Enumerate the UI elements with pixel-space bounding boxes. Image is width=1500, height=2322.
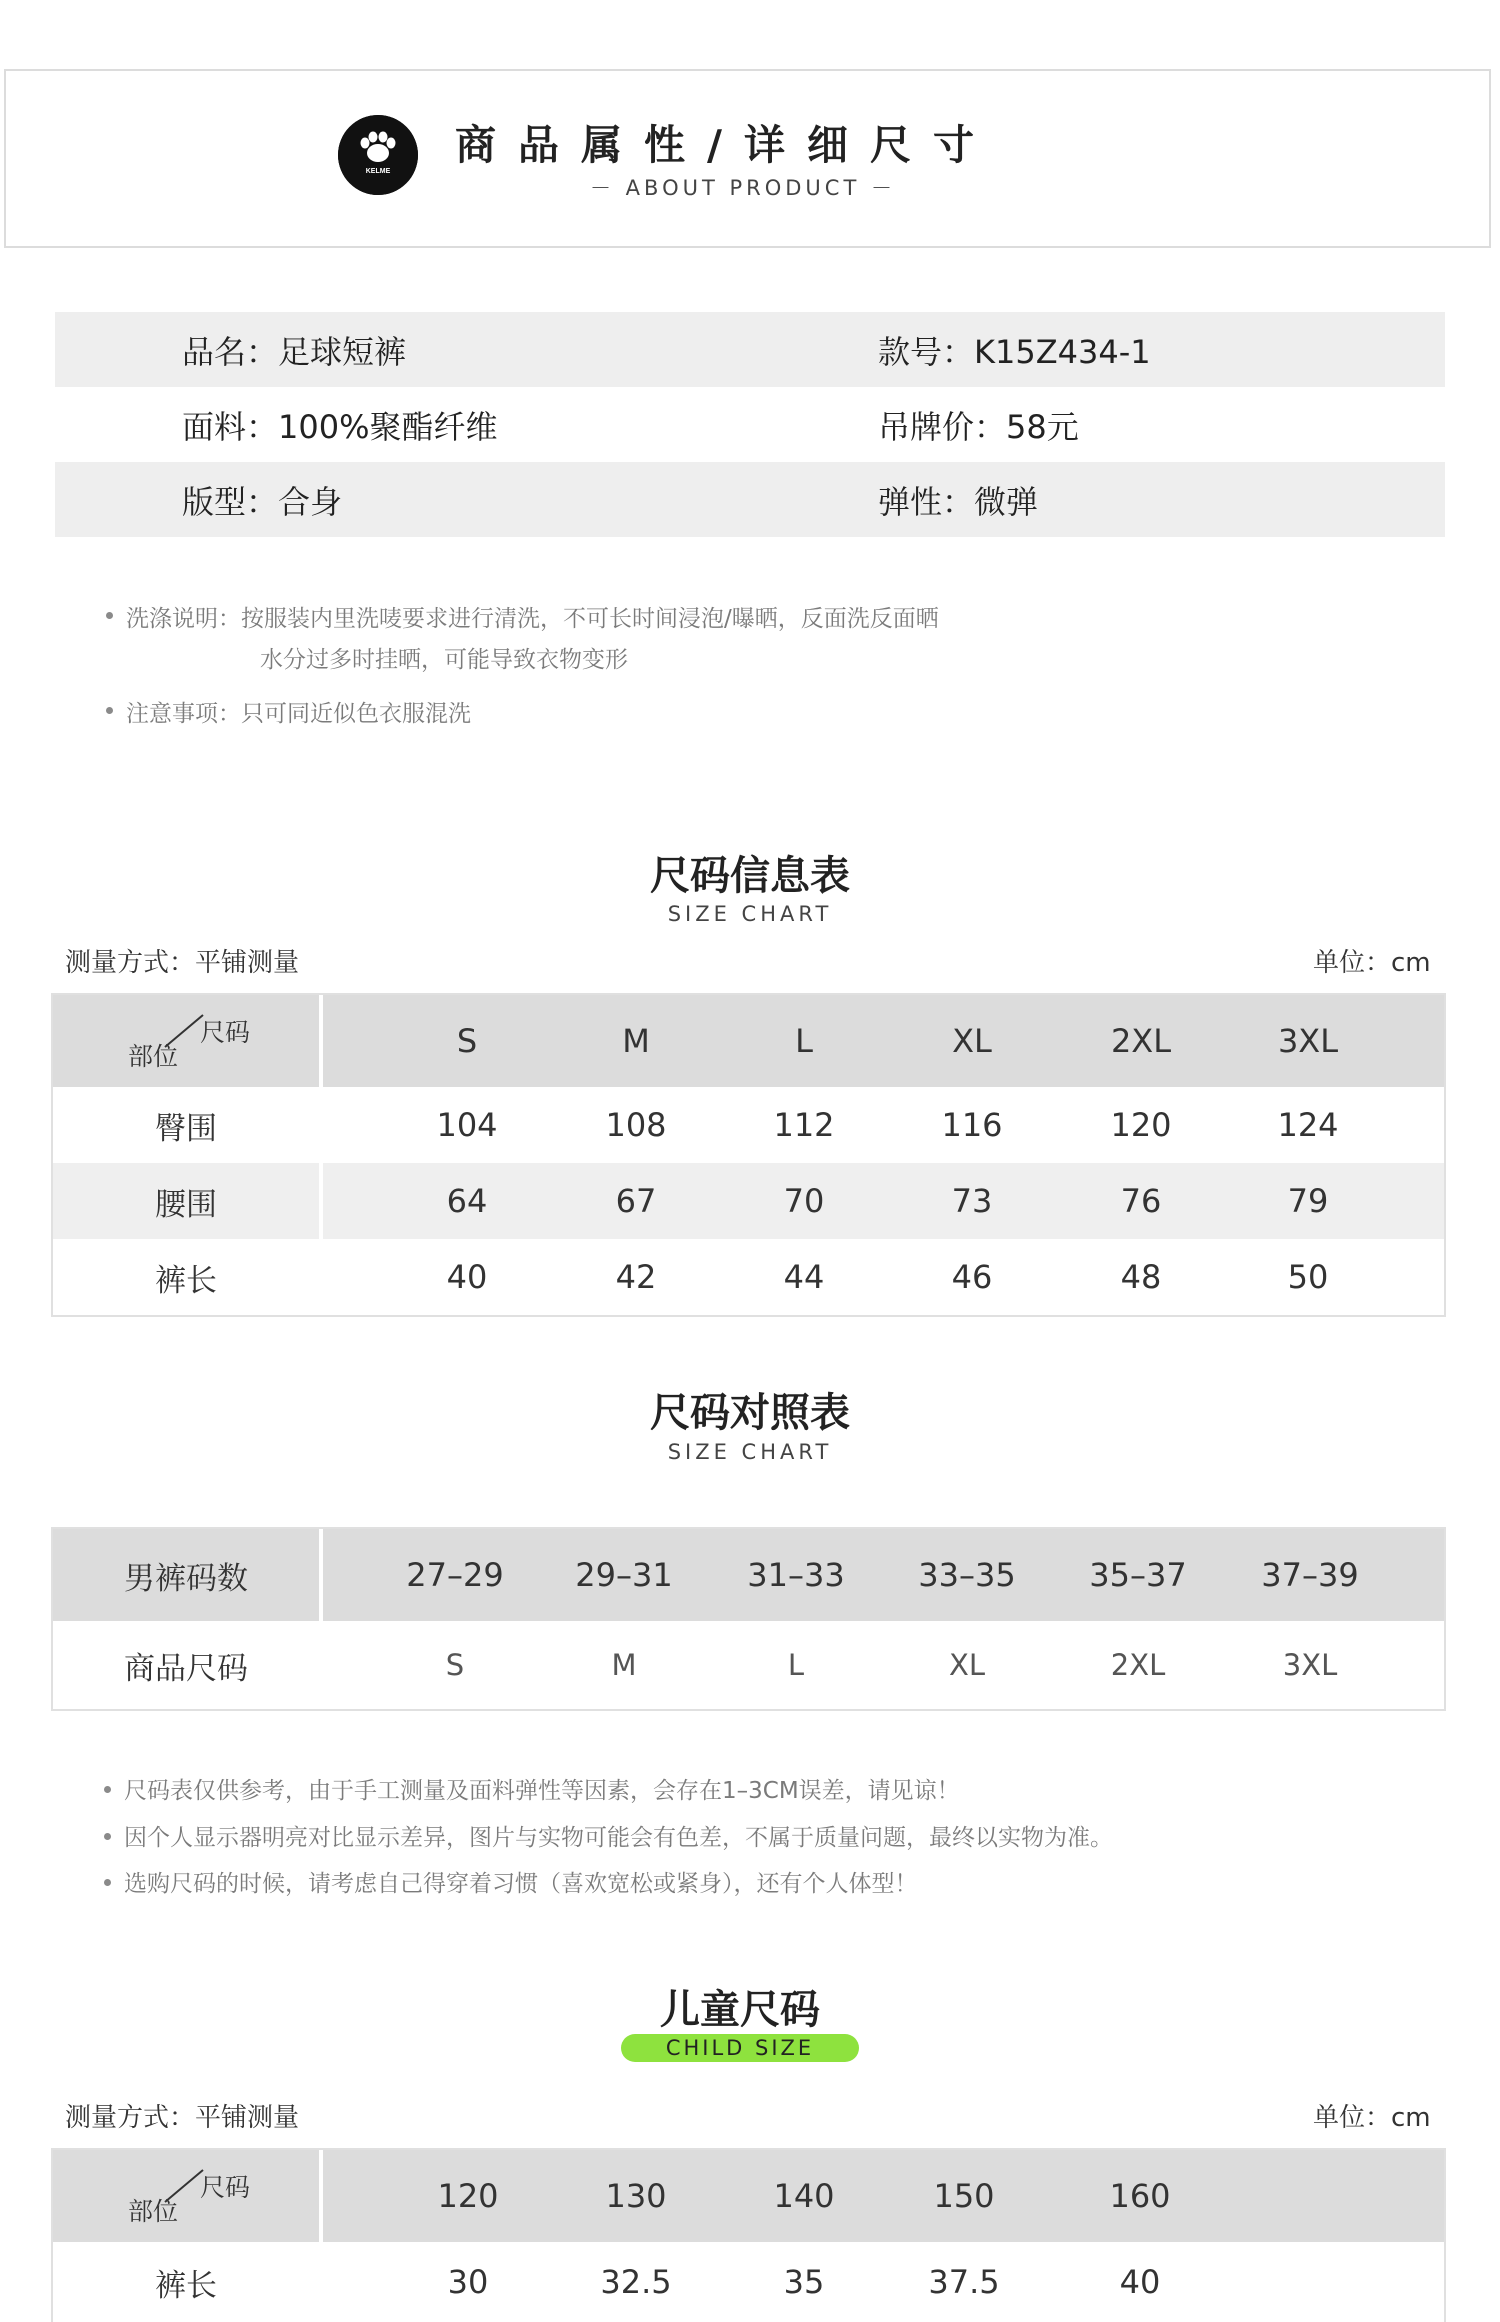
table-cell: 31–33 xyxy=(747,1556,845,1594)
table-cell: 32.5 xyxy=(600,2263,672,2301)
attribute-elasticity: 弹性：微弹 xyxy=(878,482,1039,521)
table-cell: 37.5 xyxy=(928,2263,1000,2301)
bullet-dot xyxy=(106,612,113,619)
table-cell: 35 xyxy=(783,2263,825,2301)
attribute-name: 品名：足球短裤 xyxy=(182,332,407,371)
row-label: 商品尺码 xyxy=(53,1621,323,1709)
attribute-style-no: 款号：K15Z434-1 xyxy=(878,332,1151,371)
row-label: 男裤码数 xyxy=(53,1529,323,1621)
size-header: 3XL xyxy=(1277,1022,1339,1060)
table-cell: 29–31 xyxy=(575,1556,673,1594)
size-header: S xyxy=(456,1022,478,1060)
size-header: M xyxy=(622,1022,650,1060)
table-cell: 3XL xyxy=(1282,1648,1338,1682)
size-compare-title: 尺码对照表 xyxy=(650,1390,850,1436)
wash-instructions: 洗涤说明：按服装内里洗唛要求进行清洗，不可长时间浸泡/曝晒，反面洗反面晒 xyxy=(126,606,939,632)
child-size-table xyxy=(51,2148,1446,2322)
size-info-subtitle: SIZE CHART xyxy=(667,902,833,926)
table-cell: 50 xyxy=(1287,1258,1329,1296)
row-label: 裤长 xyxy=(53,1239,323,1315)
measure-method: 测量方式：平铺测量 xyxy=(65,2103,300,2133)
table-cell: 70 xyxy=(783,1182,825,1220)
size-info-table xyxy=(51,993,1446,1317)
table-cell: 48 xyxy=(1120,1258,1162,1296)
table-cell: L xyxy=(787,1648,805,1682)
size-header: 2XL xyxy=(1110,1022,1172,1060)
disclaimer: 因个人显示器明亮对比显示差异，图片与实物可能会有色差，不属于质量问题，最终以实物为准。 xyxy=(124,1825,1113,1851)
table-cell: 2XL xyxy=(1110,1648,1166,1682)
bullet-dot xyxy=(104,1833,111,1840)
corner-size-label: 尺码 xyxy=(200,1018,251,1047)
attribute-row xyxy=(55,462,1445,537)
corner-part-label: 部位 xyxy=(128,2197,179,2226)
caution-note: 注意事项：只可同近似色衣服混洗 xyxy=(126,701,471,727)
table-cell: 108 xyxy=(605,1106,667,1144)
attribute-price: 吊牌价：58元 xyxy=(878,407,1079,446)
table-cell: 64 xyxy=(446,1182,488,1220)
size-compare-subtitle: SIZE CHART xyxy=(667,1440,833,1464)
corner-size-label: 尺码 xyxy=(200,2173,251,2202)
child-size-subtitle: CHILD SIZE xyxy=(621,2034,859,2062)
table-header-row xyxy=(53,2150,1444,2242)
table-cell: 46 xyxy=(951,1258,993,1296)
table-cell: XL xyxy=(948,1648,986,1682)
table-cell: 67 xyxy=(615,1182,657,1220)
page-title: 商品属性/详细尺寸 xyxy=(455,121,996,169)
size-compare-table xyxy=(51,1527,1446,1711)
brand-logo xyxy=(338,115,418,195)
size-header: 140 xyxy=(773,2177,835,2215)
table-cell: 120 xyxy=(1110,1106,1172,1144)
wash-instructions-cont: 水分过多时挂晒，可能导致衣物变形 xyxy=(260,647,628,673)
bullet-dot xyxy=(104,1786,111,1793)
attribute-row xyxy=(55,312,1445,387)
table-cell: 76 xyxy=(1120,1182,1162,1220)
size-header: 160 xyxy=(1109,2177,1171,2215)
corner-cell xyxy=(53,2150,323,2242)
table-row xyxy=(53,1163,1444,1239)
table-cell: 116 xyxy=(941,1106,1003,1144)
row-label: 腰围 xyxy=(53,1163,323,1239)
table-row xyxy=(53,1621,1444,1709)
table-header-row xyxy=(53,995,1444,1087)
attribute-table xyxy=(55,312,1445,537)
child-size-title: 儿童尺码 xyxy=(660,1987,820,2033)
size-header: 130 xyxy=(605,2177,667,2215)
table-cell: 42 xyxy=(615,1258,657,1296)
size-header: 150 xyxy=(933,2177,995,2215)
table-cell: 104 xyxy=(436,1106,498,1144)
table-cell: 37–39 xyxy=(1261,1556,1359,1594)
disclaimer: 选购尺码的时候，请考虑自己得穿着习惯（喜欢宽松或紧身），还有个人体型！ xyxy=(124,1871,918,1897)
size-header: 120 xyxy=(437,2177,499,2215)
bullet-dot xyxy=(106,707,113,714)
measure-method: 测量方式：平铺测量 xyxy=(65,948,300,978)
unit-label: 单位：cm xyxy=(1313,2103,1431,2133)
page-subtitle: － ABOUT PRODUCT － xyxy=(590,176,896,200)
table-cell: S xyxy=(445,1648,465,1682)
table-cell: M xyxy=(611,1648,637,1682)
table-row xyxy=(53,2242,1444,2322)
table-cell: 73 xyxy=(951,1182,993,1220)
attribute-fit: 版型：合身 xyxy=(182,482,343,521)
table-cell: 79 xyxy=(1287,1182,1329,1220)
table-cell: 112 xyxy=(773,1106,835,1144)
row-label: 臀围 xyxy=(53,1087,323,1163)
table-cell: 27–29 xyxy=(406,1556,504,1594)
unit-label: 单位：cm xyxy=(1313,948,1431,978)
size-header: XL xyxy=(952,1022,992,1060)
diagonal-divider xyxy=(53,995,323,1087)
table-cell: 44 xyxy=(783,1258,825,1296)
table-cell: 35–37 xyxy=(1089,1556,1187,1594)
table-cell: 124 xyxy=(1277,1106,1339,1144)
row-label: 裤长 xyxy=(53,2242,323,2322)
table-cell: 40 xyxy=(1119,2263,1161,2301)
attribute-row xyxy=(55,387,1445,462)
table-row xyxy=(53,1239,1444,1315)
table-cell: 40 xyxy=(446,1258,488,1296)
table-header-row xyxy=(53,1529,1444,1621)
corner-cell xyxy=(53,995,323,1087)
diagonal-divider xyxy=(53,2150,323,2242)
size-info-title: 尺码信息表 xyxy=(650,853,850,899)
attribute-fabric: 面料：100%聚酯纤维 xyxy=(182,407,498,446)
corner-part-label: 部位 xyxy=(128,1042,179,1071)
table-cell: 30 xyxy=(447,2263,489,2301)
table-row xyxy=(53,1087,1444,1163)
bullet-dot xyxy=(104,1879,111,1886)
paw-logo-icon xyxy=(338,115,418,195)
disclaimer: 尺码表仅供参考，由于手工测量及面料弹性等因素，会存在1–3CM误差，请见谅！ xyxy=(124,1778,960,1804)
logo-text: KELME xyxy=(365,168,391,175)
size-header: L xyxy=(795,1022,813,1060)
table-cell: 33–35 xyxy=(918,1556,1016,1594)
